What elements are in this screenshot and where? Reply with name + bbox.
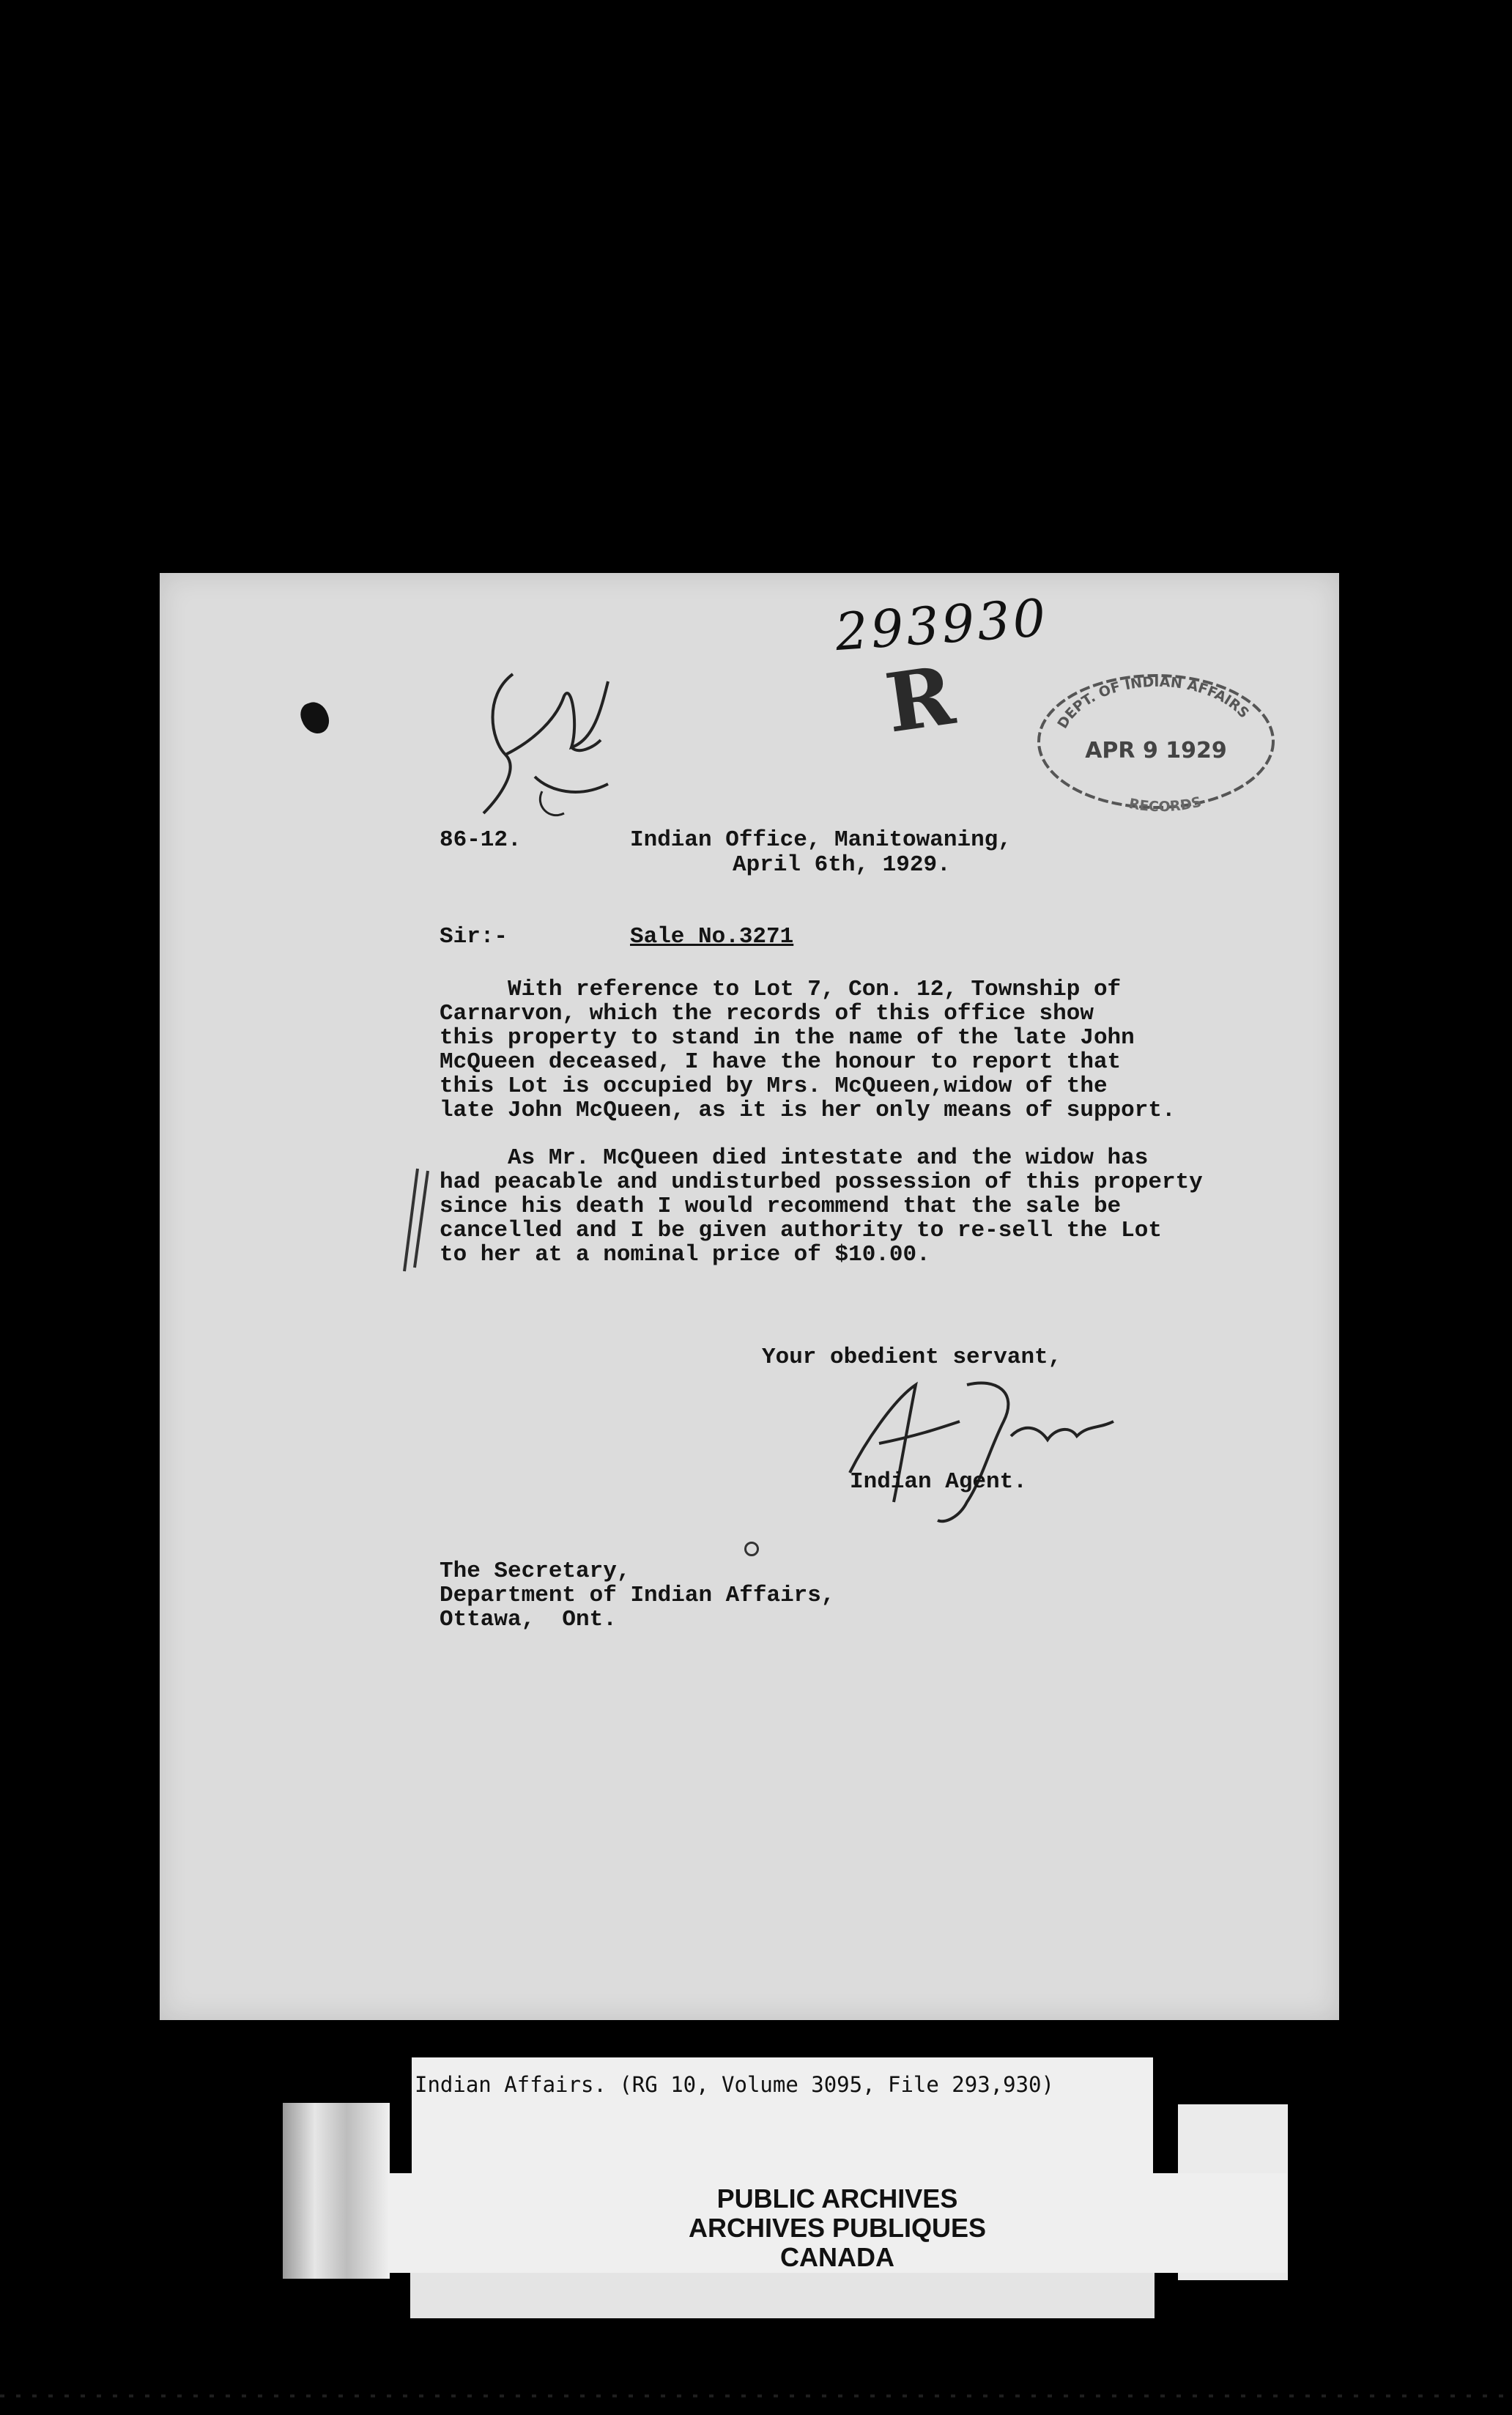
label-strip — [410, 2273, 1155, 2318]
handwritten-initials — [469, 652, 645, 843]
paragraph-line: this Lot is occupied by Mrs. McQueen,widow of the — [440, 1073, 1108, 1099]
film-edge — [0, 2394, 1512, 2397]
office-line: Indian Office, Manitowaning, — [630, 827, 1012, 853]
sale-number: Sale No.3271 — [630, 924, 794, 950]
received-letter-stamp: R — [880, 648, 960, 751]
file-reference: 86-12. — [440, 827, 522, 853]
address-line: The Secretary, — [440, 1558, 631, 1584]
signer-title: Indian Agent. — [850, 1469, 1027, 1495]
recipient-address — [440, 1559, 835, 1632]
handwritten-signature — [835, 1356, 1128, 1531]
salutation: Sir:- — [440, 924, 508, 950]
address-line: Ottawa, Ont. — [440, 1607, 617, 1632]
paragraph-line: late John McQueen, as it is her only means of support. — [440, 1098, 1176, 1123]
paragraph-line: McQueen deceased, I have the honour to report that — [440, 1049, 1122, 1075]
svg-text:RECORDS — [1127, 794, 1203, 815]
paragraph-line: since his death I would recommend that the sale be — [440, 1194, 1122, 1219]
paragraph-two — [440, 1146, 1203, 1267]
paragraph-one — [440, 977, 1176, 1123]
paragraph-line: cancelled and I be given authority to re-sell the Lot — [440, 1218, 1162, 1243]
stamp-ring-text: DEPT. OF INDIAN AFFAIRS — [1054, 673, 1253, 732]
address-line: Department of Indian Affairs, — [440, 1583, 835, 1608]
archive-reference: Indian Affairs. (RG 10, Volume 3095, File 293,930) — [415, 2072, 1054, 2097]
paragraph-line: this property to stand in the name of the late John — [440, 1025, 1135, 1051]
stamp-bottom-text: RECORDS — [1127, 794, 1204, 815]
date-line: April 6th, 1929. — [733, 852, 951, 878]
handwritten-file-number: 293930 — [833, 587, 1050, 663]
paragraph-line: As Mr. McQueen died intestate and the widow has — [440, 1145, 1149, 1171]
label-tab-left — [283, 2103, 390, 2279]
ink-dot — [744, 1542, 759, 1556]
archive-line-2: ARCHIVES PUBLIQUES — [688, 2213, 987, 2243]
received-date-stamp — [1033, 668, 1279, 815]
paragraph-line: Carnarvon, which the records of this office show — [440, 1001, 1094, 1027]
svg-text:DEPT. OF INDIAN AFFAIRS — [1054, 674, 1252, 731]
archive-line-1: PUBLIC ARCHIVES — [716, 2183, 958, 2214]
archive-line-3: CANADA — [780, 2242, 894, 2272]
paragraph-line: to her at a nominal price of $10.00. — [440, 1242, 930, 1268]
closing: Your obedient servant, — [762, 1345, 1062, 1370]
margin-mark — [396, 1165, 432, 1275]
stamp-date: APR 9 1929 — [1085, 738, 1227, 763]
paragraph-line: had peacable and undisturbed possession of this property — [440, 1169, 1203, 1195]
archive-reference-label — [412, 2057, 1153, 2175]
paragraph-line: With reference to Lot 7, Con. 12, Township of — [440, 977, 1122, 1002]
